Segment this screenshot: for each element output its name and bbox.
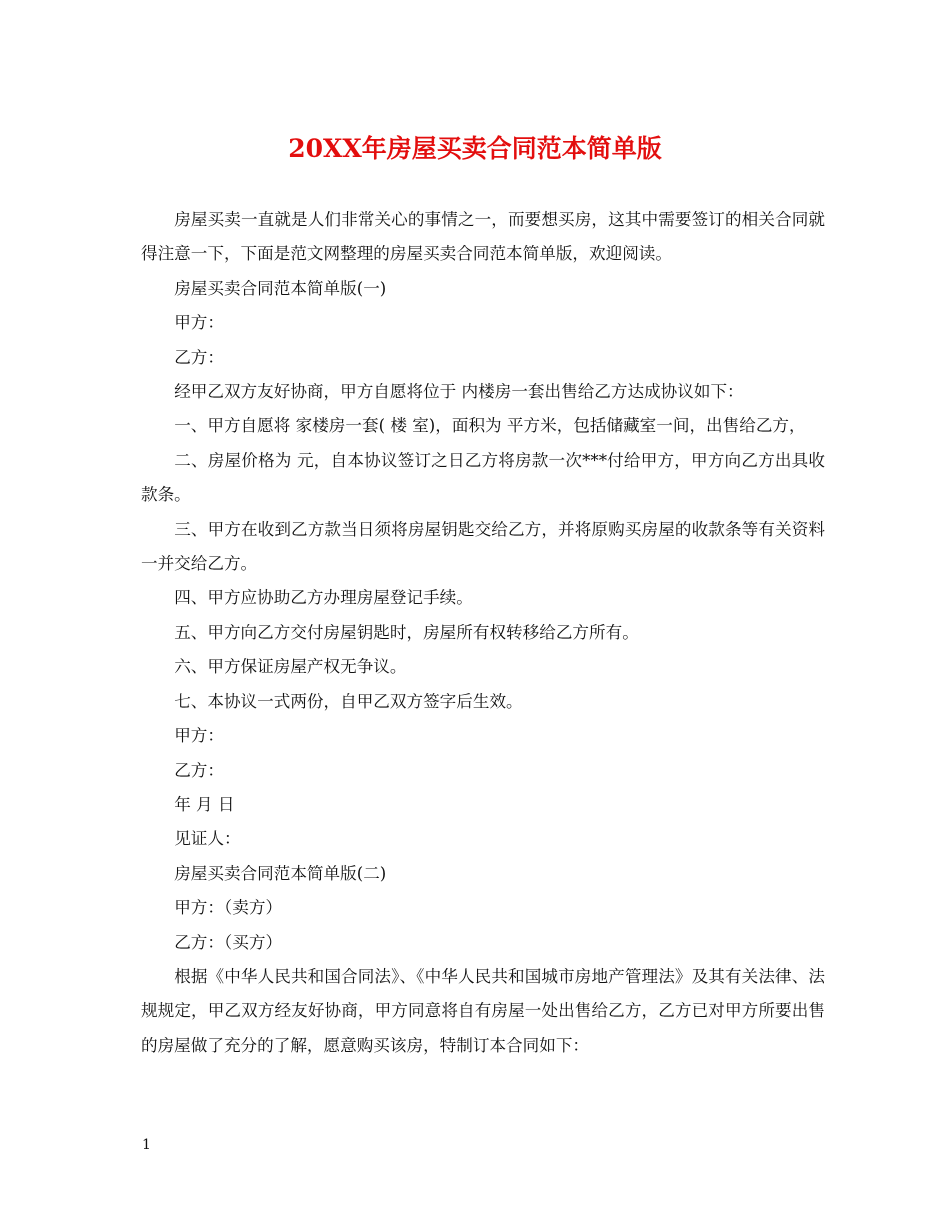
paragraph: 见证人：: [174, 829, 241, 849]
paragraph: 四、甲方应协助乙方办理房屋登记手续。: [174, 588, 473, 608]
paragraph: 七、本协议一式两份，自甲乙双方签字后生效。: [174, 691, 523, 711]
paragraph: 甲方：: [174, 726, 224, 746]
page-number: 1: [142, 1137, 151, 1153]
paragraph: 经甲乙双方友好协商，甲方自愿将位于 内楼房一套出售给乙方达成协议如下：: [174, 382, 744, 402]
paragraph: 一、甲方自愿将 家楼房一套( 楼 室)，面积为 平方米，包括储藏室一间，出售给乙方，: [174, 416, 806, 436]
paragraph: 乙方：: [174, 347, 224, 367]
paragraph: 房屋买卖合同范本简单版(二): [174, 863, 387, 883]
document-title: 20XX年房屋买卖合同范本简单版: [288, 134, 662, 163]
paragraph: 房屋买卖合同范本简单版(一): [174, 278, 387, 298]
paragraph: 乙方：: [174, 760, 224, 780]
paragraph: 二、房屋价格为 元，自本协议签订之日乙方将房款一次***付给甲方，甲方向乙方出具收款条。: [141, 450, 825, 505]
paragraph: 根据《中华人民共和国合同法》、《中华人民共和国城市房地产管理法》及其有关法律、法规规定，甲乙双方经友好协商，甲方同意将自有房屋一处出售给乙方，乙方已对甲方所要出售的房屋做了充分的了解，愿意购买该房，特制订本合同如下：: [141, 966, 825, 1055]
paragraph: 甲方：: [174, 313, 224, 333]
paragraph: 甲方：（卖方）: [174, 898, 283, 918]
paragraph: 乙方：（买方）: [174, 932, 283, 952]
document-body: [141, 203, 825, 1063]
paragraph: 六、甲方保证房屋产权无争议。: [174, 657, 407, 677]
paragraph: 年 月 日: [174, 794, 235, 814]
paragraph: 三、甲方在收到乙方款当日须将房屋钥匙交给乙方，并将原购买房屋的收款条等有关资料一并交给乙方。: [141, 519, 825, 574]
paragraph: 房屋买卖一直就是人们非常关心的事情之一，而要想买房，这其中需要签订的相关合同就得注意一下，下面是范文网整理的房屋买卖合同范本简单版，欢迎阅读。: [141, 210, 825, 264]
paragraph: 五、甲方向乙方交付房屋钥匙时，房屋所有权转移给乙方所有。: [174, 622, 639, 642]
